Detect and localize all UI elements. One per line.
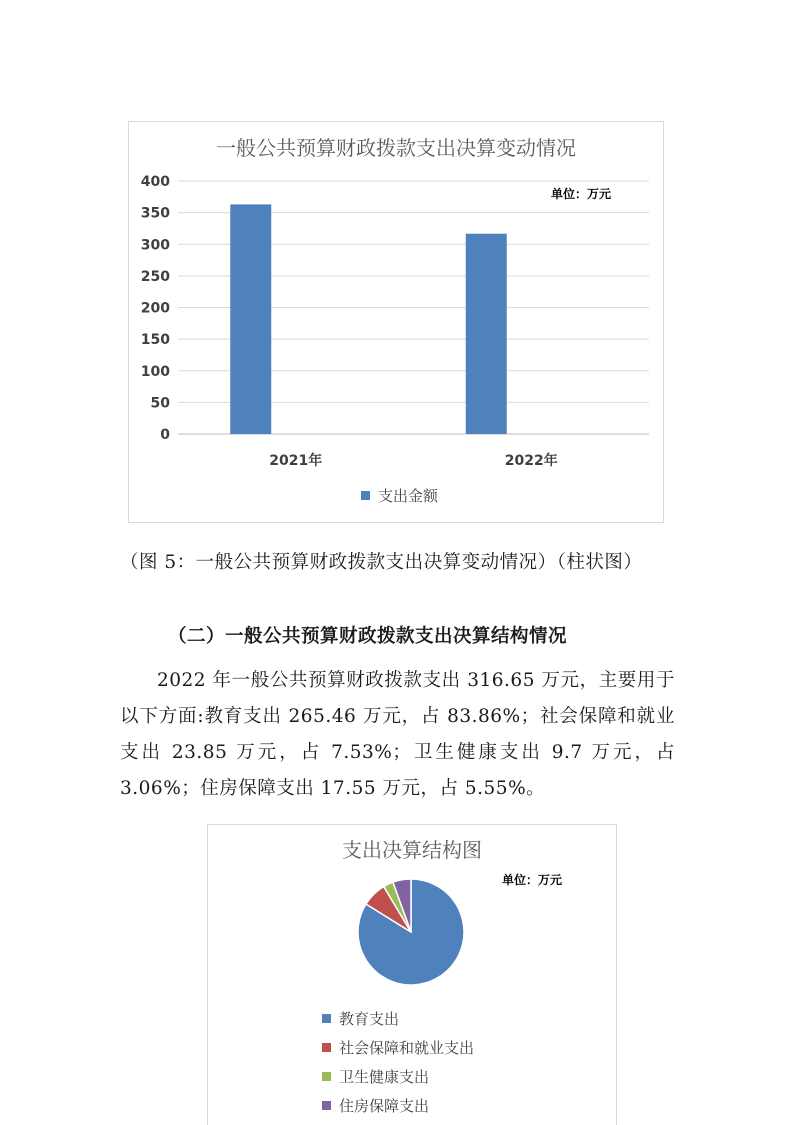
pie-chart-title: 支出决算结构图 [342, 838, 482, 862]
y-tick-label: 350 [140, 205, 170, 222]
x-tick-label: 2021年 [269, 453, 323, 469]
bar [230, 204, 271, 434]
pie-legend-swatch [322, 1072, 331, 1081]
pie-legend-swatch [322, 1043, 331, 1052]
pie-chart [207, 824, 617, 1125]
pie-chart-unit: 单位：万元 [502, 873, 563, 887]
pie-legend-item [322, 1095, 429, 1116]
x-tick-label: 2022年 [504, 453, 558, 469]
pie-legend-swatch [322, 1101, 331, 1110]
y-tick-label: 150 [140, 332, 170, 349]
bar-chart-title: 一般公共预算财政拨款支出决算变动情况 [216, 136, 576, 160]
pie-legend-item [322, 1008, 399, 1029]
bar-chart-unit: 单位：万元 [551, 187, 612, 201]
pie-legend-label: 教育支出 [339, 1010, 400, 1028]
bar-chart-plot [129, 122, 663, 522]
y-tick-label: 250 [140, 268, 170, 285]
y-tick-label: 100 [140, 363, 170, 380]
bar-legend-label: 支出金额 [378, 487, 439, 505]
pie-legend-label: 社会保障和就业支出 [339, 1039, 475, 1057]
y-tick-label: 200 [140, 300, 170, 317]
bar-legend-swatch [361, 491, 370, 500]
pie-chart-plot [208, 825, 616, 1005]
bar-legend-item [361, 485, 438, 506]
section-heading: （二）一般公共预算财政拨款支出决算结构情况 [168, 626, 568, 647]
pie-legend-swatch [322, 1014, 331, 1023]
y-tick-label: 0 [160, 427, 170, 443]
pie-legend-item [322, 1037, 474, 1058]
body-paragraph: 2022 年一般公共预算财政拨款支出 316.65 万元，主要用于以下方面:教育支出 265.46 万元，占 83.86%；社会保障和就业支出 23.85 万元，占 7.53%；卫生健康支出 9.7 万元，占 3.06%；住房保障支出 17.55 万元，占 5.55%。 [120, 670, 675, 799]
bar-chart [128, 121, 664, 523]
bar [466, 234, 507, 434]
pie-legend-label: 卫生健康支出 [339, 1068, 430, 1086]
pie-legend-item [322, 1066, 429, 1087]
y-tick-label: 400 [140, 174, 170, 190]
pie-legend-label: 住房保障支出 [339, 1097, 430, 1115]
figure-caption: （图 5：一般公共预算财政拨款支出决算变动情况）（柱状图） [120, 552, 643, 573]
y-tick-label: 300 [140, 237, 170, 254]
y-tick-label: 50 [150, 395, 170, 412]
